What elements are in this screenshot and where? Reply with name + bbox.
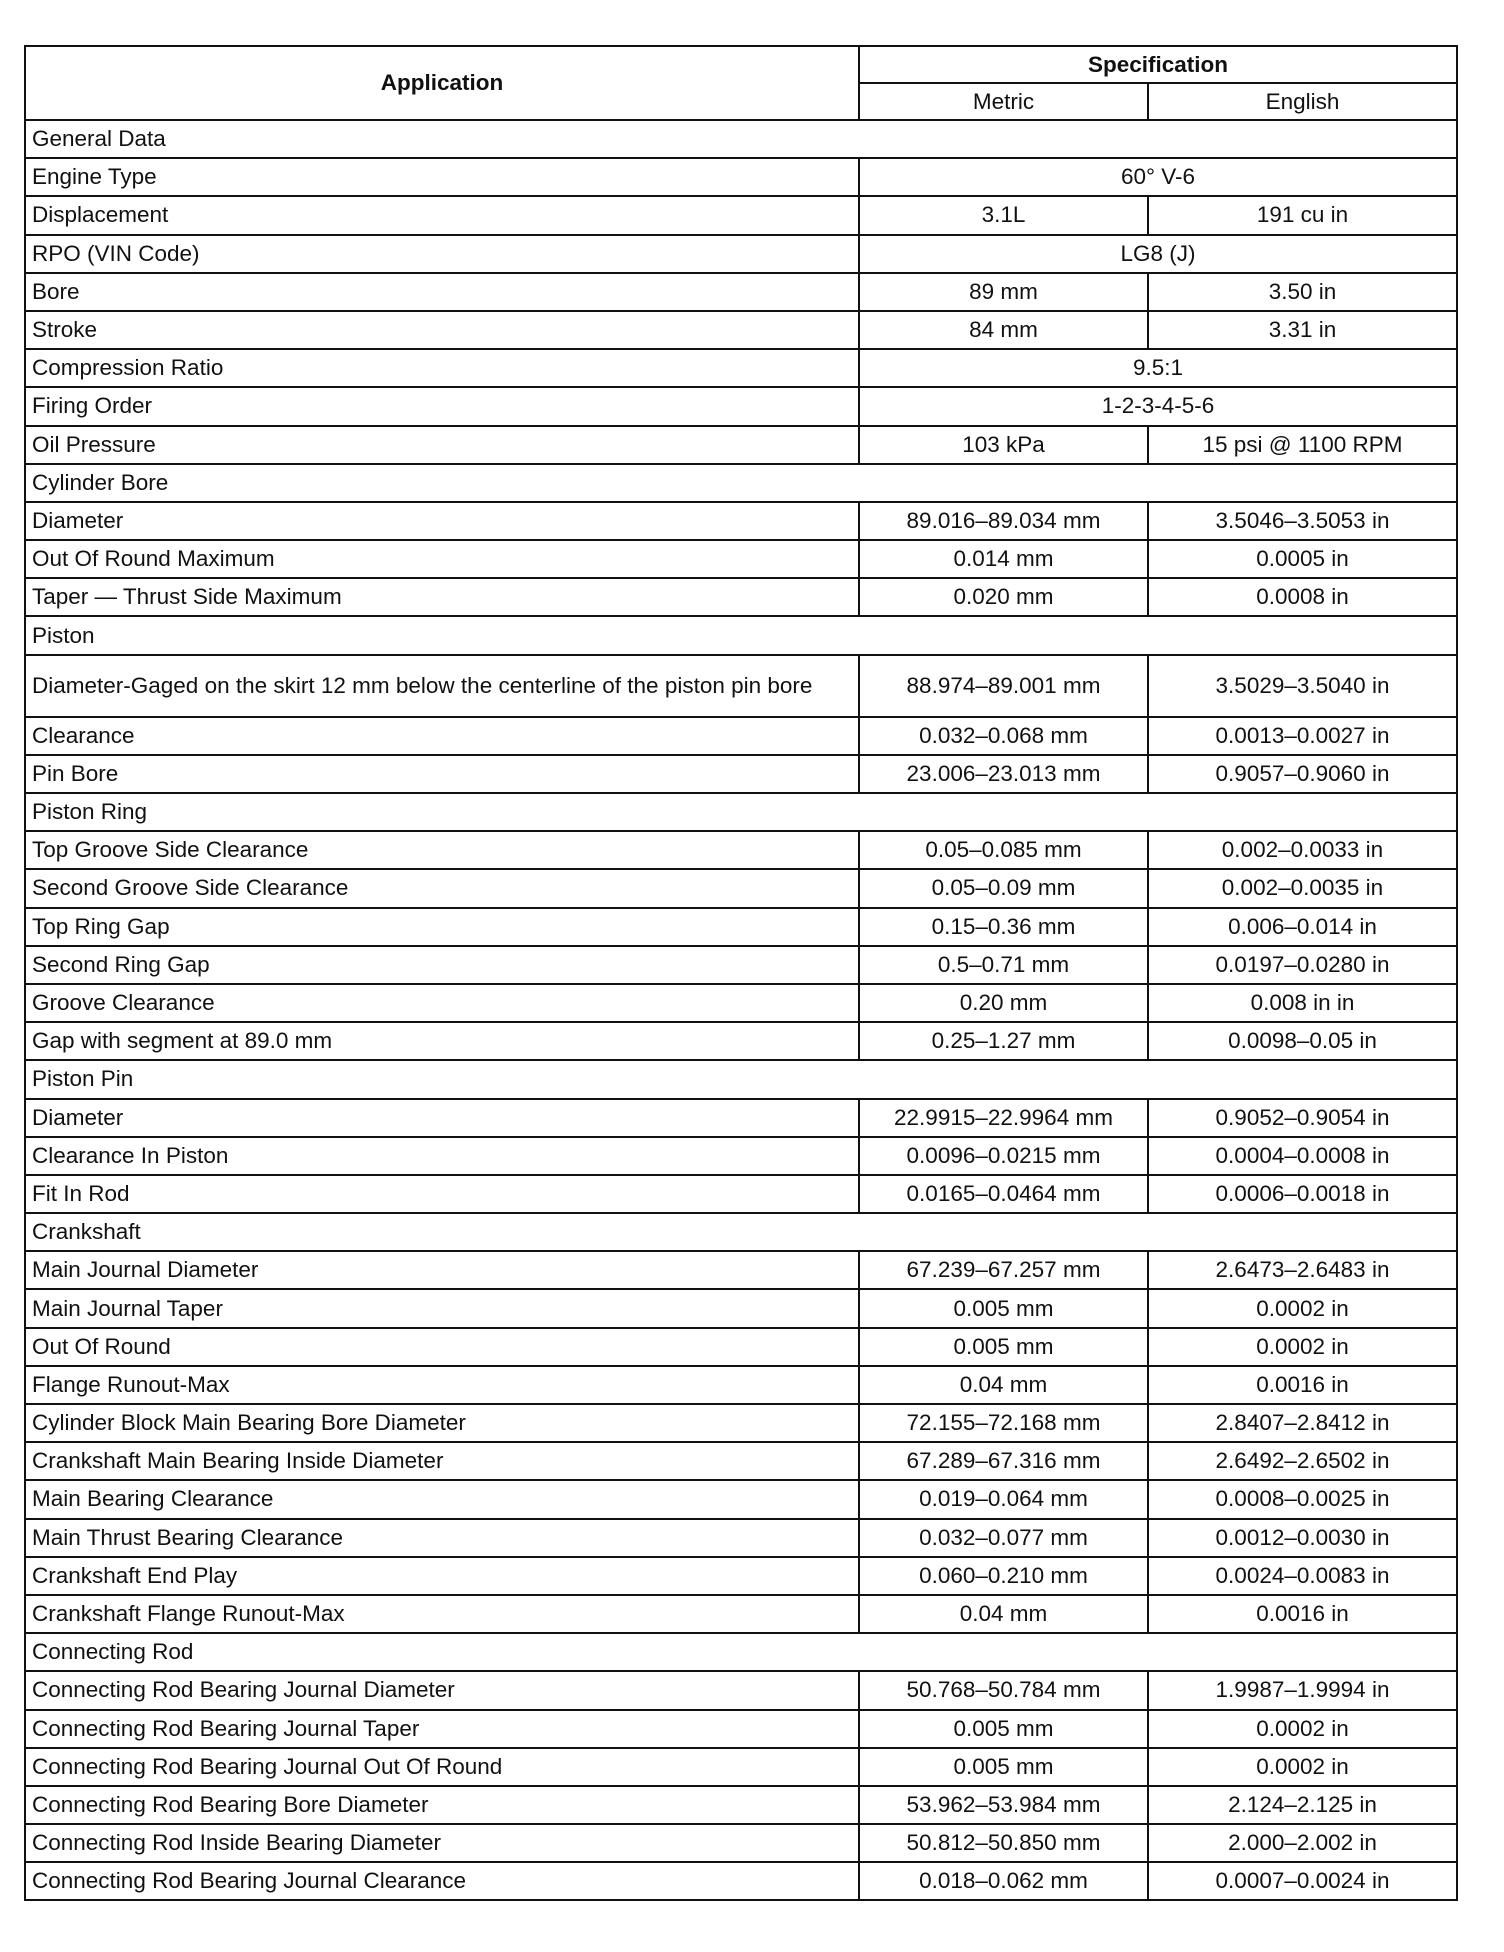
metric-value-cell: 0.04 mm	[859, 1595, 1148, 1633]
metric-value-cell: 0.014 mm	[859, 540, 1148, 578]
spec-name-cell: Oil Pressure	[25, 426, 859, 464]
english-value-cell: 2.124–2.125 in	[1148, 1786, 1457, 1824]
spec-name-cell: Connecting Rod Bearing Journal Clearance	[25, 1862, 859, 1900]
metric-value-cell: 3.1L	[859, 196, 1148, 234]
english-value-cell: 0.0002 in	[1148, 1710, 1457, 1748]
table-header	[25, 46, 1457, 120]
english-value-cell: 0.0002 in	[1148, 1328, 1457, 1366]
spec-name-cell: Clearance	[25, 717, 859, 755]
spec-value-cell: 60° V-6	[859, 158, 1457, 196]
metric-value-cell: 50.768–50.784 mm	[859, 1671, 1148, 1709]
english-value-cell: 191 cu in	[1148, 196, 1457, 234]
spec-name-cell: Stroke	[25, 311, 859, 349]
metric-value-cell: 89.016–89.034 mm	[859, 502, 1148, 540]
table-row	[25, 158, 1457, 196]
table-row	[25, 1557, 1457, 1595]
spec-name-cell: Connecting Rod Bearing Journal Taper	[25, 1710, 859, 1748]
section-title: Piston	[25, 616, 1457, 654]
metric-column-header: Metric	[859, 83, 1148, 120]
table-row	[25, 1175, 1457, 1213]
table-row	[25, 1328, 1457, 1366]
section-title: Cylinder Bore	[25, 464, 1457, 502]
english-value-cell: 0.0002 in	[1148, 1289, 1457, 1327]
spec-name-cell: Displacement	[25, 196, 859, 234]
table-row	[25, 1595, 1457, 1633]
section-title: Connecting Rod	[25, 1633, 1457, 1671]
metric-value-cell: 88.974–89.001 mm	[859, 655, 1148, 717]
english-value-cell: 2.6473–2.6483 in	[1148, 1251, 1457, 1289]
spec-name-cell: Crankshaft Flange Runout-Max	[25, 1595, 859, 1633]
spec-name-cell: Out Of Round Maximum	[25, 540, 859, 578]
metric-value-cell: 0.15–0.36 mm	[859, 908, 1148, 946]
table-row	[25, 1366, 1457, 1404]
metric-value-cell: 0.05–0.085 mm	[859, 831, 1148, 869]
spec-name-cell: Diameter	[25, 1099, 859, 1137]
spec-value-cell: 9.5:1	[859, 349, 1457, 387]
table-row	[25, 1480, 1457, 1518]
table-row	[25, 1442, 1457, 1480]
english-value-cell: 3.5046–3.5053 in	[1148, 502, 1457, 540]
metric-value-cell: 72.155–72.168 mm	[859, 1404, 1148, 1442]
table-row	[25, 1251, 1457, 1289]
spec-name-cell: RPO (VIN Code)	[25, 235, 859, 273]
english-value-cell: 0.0004–0.0008 in	[1148, 1137, 1457, 1175]
spec-value-cell: LG8 (J)	[859, 235, 1457, 273]
metric-value-cell: 0.020 mm	[859, 578, 1148, 616]
table-row	[25, 426, 1457, 464]
section-row	[25, 1633, 1457, 1671]
table-row	[25, 1022, 1457, 1060]
english-value-cell: 0.0016 in	[1148, 1595, 1457, 1633]
english-value-cell: 0.0005 in	[1148, 540, 1457, 578]
english-value-cell: 0.9052–0.9054 in	[1148, 1099, 1457, 1137]
table-row	[25, 1786, 1457, 1824]
table-row	[25, 1671, 1457, 1709]
table-row	[25, 349, 1457, 387]
english-value-cell: 3.50 in	[1148, 273, 1457, 311]
spec-name-cell: Clearance In Piston	[25, 1137, 859, 1175]
application-column-header: Application	[25, 46, 859, 120]
section-row	[25, 1060, 1457, 1098]
table-row	[25, 1824, 1457, 1862]
english-value-cell: 0.0007–0.0024 in	[1148, 1862, 1457, 1900]
english-value-cell: 0.002–0.0035 in	[1148, 869, 1457, 907]
metric-value-cell: 0.060–0.210 mm	[859, 1557, 1148, 1595]
spec-name-cell: Diameter-Gaged on the skirt 12 mm below the centerline of the piston pin bore	[25, 655, 859, 717]
table-row	[25, 235, 1457, 273]
table-row	[25, 755, 1457, 793]
spec-name-cell: Connecting Rod Bearing Journal Diameter	[25, 1671, 859, 1709]
metric-value-cell: 0.05–0.09 mm	[859, 869, 1148, 907]
table-row	[25, 578, 1457, 616]
english-value-cell: 0.006–0.014 in	[1148, 908, 1457, 946]
spec-name-cell: Crankshaft End Play	[25, 1557, 859, 1595]
spec-name-cell: Pin Bore	[25, 755, 859, 793]
table-body	[25, 120, 1457, 1900]
metric-value-cell: 0.0165–0.0464 mm	[859, 1175, 1148, 1213]
table-row	[25, 984, 1457, 1022]
spec-name-cell: Bore	[25, 273, 859, 311]
table-row	[25, 1748, 1457, 1786]
table-row	[25, 1519, 1457, 1557]
table-row	[25, 502, 1457, 540]
table-row	[25, 1710, 1457, 1748]
english-value-cell: 0.0013–0.0027 in	[1148, 717, 1457, 755]
section-row	[25, 120, 1457, 158]
section-title: Crankshaft	[25, 1213, 1457, 1251]
specification-header: Specification	[859, 46, 1457, 83]
english-value-cell: 2.6492–2.6502 in	[1148, 1442, 1457, 1480]
spec-value-cell: 1-2-3-4-5-6	[859, 387, 1457, 425]
table-row	[25, 908, 1457, 946]
english-value-cell: 1.9987–1.9994 in	[1148, 1671, 1457, 1709]
metric-value-cell: 0.018–0.062 mm	[859, 1862, 1148, 1900]
spec-name-cell: Engine Type	[25, 158, 859, 196]
spec-name-cell: Main Journal Diameter	[25, 1251, 859, 1289]
english-column-header: English	[1148, 83, 1457, 120]
section-row	[25, 1213, 1457, 1251]
spec-name-cell: Top Groove Side Clearance	[25, 831, 859, 869]
english-value-cell: 0.002–0.0033 in	[1148, 831, 1457, 869]
spec-name-cell: Second Ring Gap	[25, 946, 859, 984]
metric-value-cell: 0.04 mm	[859, 1366, 1148, 1404]
metric-value-cell: 53.962–53.984 mm	[859, 1786, 1148, 1824]
english-value-cell: 0.0016 in	[1148, 1366, 1457, 1404]
section-row	[25, 616, 1457, 654]
table-row	[25, 387, 1457, 425]
metric-value-cell: 0.005 mm	[859, 1328, 1148, 1366]
english-value-cell: 0.0006–0.0018 in	[1148, 1175, 1457, 1213]
section-title: Piston Pin	[25, 1060, 1457, 1098]
spec-name-cell: Groove Clearance	[25, 984, 859, 1022]
table-row	[25, 196, 1457, 234]
metric-value-cell: 0.032–0.068 mm	[859, 717, 1148, 755]
table-row	[25, 540, 1457, 578]
metric-value-cell: 0.25–1.27 mm	[859, 1022, 1148, 1060]
table-row	[25, 717, 1457, 755]
table-row	[25, 1137, 1457, 1175]
spec-name-cell: Cylinder Block Main Bearing Bore Diameter	[25, 1404, 859, 1442]
english-value-cell: 0.9057–0.9060 in	[1148, 755, 1457, 793]
english-value-cell: 0.0008 in	[1148, 578, 1457, 616]
spec-name-cell: Connecting Rod Bearing Bore Diameter	[25, 1786, 859, 1824]
spec-name-cell: Firing Order	[25, 387, 859, 425]
spec-name-cell: Connecting Rod Inside Bearing Diameter	[25, 1824, 859, 1862]
english-value-cell: 0.0008–0.0025 in	[1148, 1480, 1457, 1518]
metric-value-cell: 22.9915–22.9964 mm	[859, 1099, 1148, 1137]
english-value-cell: 2.8407–2.8412 in	[1148, 1404, 1457, 1442]
english-value-cell: 3.31 in	[1148, 311, 1457, 349]
metric-value-cell: 67.289–67.316 mm	[859, 1442, 1148, 1480]
metric-value-cell: 0.005 mm	[859, 1748, 1148, 1786]
metric-value-cell: 0.20 mm	[859, 984, 1148, 1022]
metric-value-cell: 50.812–50.850 mm	[859, 1824, 1148, 1862]
english-value-cell: 0.0098–0.05 in	[1148, 1022, 1457, 1060]
table-row	[25, 655, 1457, 717]
english-value-cell: 0.0197–0.0280 in	[1148, 946, 1457, 984]
spec-name-cell: Main Bearing Clearance	[25, 1480, 859, 1518]
metric-value-cell: 89 mm	[859, 273, 1148, 311]
metric-value-cell: 23.006–23.013 mm	[859, 755, 1148, 793]
spec-name-cell: Second Groove Side Clearance	[25, 869, 859, 907]
metric-value-cell: 0.005 mm	[859, 1289, 1148, 1327]
metric-value-cell: 0.5–0.71 mm	[859, 946, 1148, 984]
table-row	[25, 831, 1457, 869]
spec-name-cell: Connecting Rod Bearing Journal Out Of Round	[25, 1748, 859, 1786]
metric-value-cell: 0.019–0.064 mm	[859, 1480, 1148, 1518]
metric-value-cell: 0.032–0.077 mm	[859, 1519, 1148, 1557]
metric-value-cell: 0.0096–0.0215 mm	[859, 1137, 1148, 1175]
english-value-cell: 3.5029–3.5040 in	[1148, 655, 1457, 717]
section-title: Piston Ring	[25, 793, 1457, 831]
section-title: General Data	[25, 120, 1457, 158]
table-row	[25, 946, 1457, 984]
spec-name-cell: Out Of Round	[25, 1328, 859, 1366]
spec-name-cell: Main Journal Taper	[25, 1289, 859, 1327]
table-row	[25, 1099, 1457, 1137]
english-value-cell: 2.000–2.002 in	[1148, 1824, 1457, 1862]
english-value-cell: 15 psi @ 1100 RPM	[1148, 426, 1457, 464]
metric-value-cell: 67.239–67.257 mm	[859, 1251, 1148, 1289]
spec-name-cell: Gap with segment at 89.0 mm	[25, 1022, 859, 1060]
table-row	[25, 273, 1457, 311]
english-value-cell: 0.0002 in	[1148, 1748, 1457, 1786]
table-row	[25, 869, 1457, 907]
english-value-cell: 0.008 in in	[1148, 984, 1457, 1022]
spec-name-cell: Diameter	[25, 502, 859, 540]
metric-value-cell: 0.005 mm	[859, 1710, 1148, 1748]
spec-name-cell: Crankshaft Main Bearing Inside Diameter	[25, 1442, 859, 1480]
spec-name-cell: Top Ring Gap	[25, 908, 859, 946]
spec-name-cell: Flange Runout-Max	[25, 1366, 859, 1404]
spec-name-cell: Taper — Thrust Side Maximum	[25, 578, 859, 616]
english-value-cell: 0.0024–0.0083 in	[1148, 1557, 1457, 1595]
english-value-cell: 0.0012–0.0030 in	[1148, 1519, 1457, 1557]
section-row	[25, 464, 1457, 502]
spec-name-cell: Compression Ratio	[25, 349, 859, 387]
table-row	[25, 1404, 1457, 1442]
section-row	[25, 793, 1457, 831]
spec-name-cell: Main Thrust Bearing Clearance	[25, 1519, 859, 1557]
metric-value-cell: 103 kPa	[859, 426, 1148, 464]
spec-name-cell: Fit In Rod	[25, 1175, 859, 1213]
table-row	[25, 1862, 1457, 1900]
engine-spec-table	[24, 45, 1458, 1901]
metric-value-cell: 84 mm	[859, 311, 1148, 349]
table-row	[25, 1289, 1457, 1327]
table-row	[25, 311, 1457, 349]
